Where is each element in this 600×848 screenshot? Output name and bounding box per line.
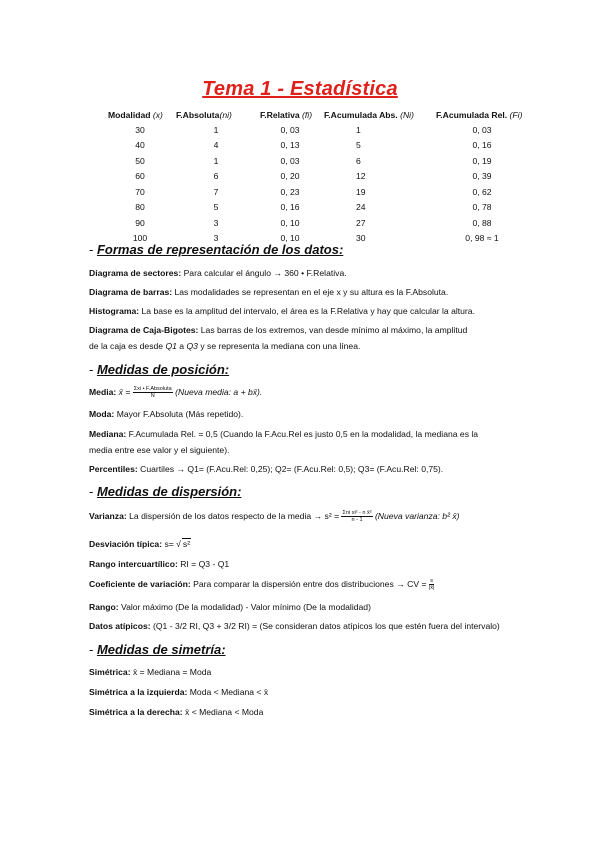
section-posicion-heading: - Medidas de posición: <box>89 362 230 377</box>
cell-f-relativa: 0, 20 <box>280 171 300 182</box>
cell-f-acumulada-rel: 0, 39 <box>472 171 492 182</box>
line-mediana-cont: media entre ese valor y el siguiente). <box>89 445 230 455</box>
cell-f-acumulada-rel: 0, 88 <box>472 217 492 228</box>
line-simetrica-izquierda: Simétrica a la izquierda: Moda < Mediana < x̄ <box>89 687 269 697</box>
line-percentiles: Percentiles: Cuartiles → Q1= (F.Acu.Rel: 0,25); Q2= (F.Acu.Rel: 0,5); Q3= (F.Acu.Rel: 0,75). <box>89 464 444 474</box>
line-histograma: Histograma: La base es la amplitud del intervalo, el área es la F.Relativa y hay que calcular la altura. <box>89 306 475 316</box>
sqrt-symbol: √ <box>176 539 181 549</box>
cell-f-relativa: 0, 03 <box>280 155 300 166</box>
line-moda: Moda: Mayor F.Absoluta (Más repetido). <box>89 409 244 419</box>
cell-modalidad: 30 <box>135 124 145 135</box>
header-f-relativa: F.Relativa (fi) <box>260 110 313 120</box>
line-coeficiente-variacion: Coeficiente de variación: Para comparar la dispersión entre dos distribuciones → CV = $\frac{s}{|x̄|}$ <box>89 578 435 591</box>
line-varianza: Varianza: La dispersión de los datos respecto de la media → s² = $\frac{\text{Σni xi² - n x̄²}}{n - 1}$ (Nueva varianza: b² x̄) <box>89 510 460 523</box>
cell-f-acumulada-abs: 24 <box>356 202 366 213</box>
section-simetria-heading: - Medidas de simetría: <box>89 642 226 657</box>
cell-f-absoluta: 3 <box>213 233 219 244</box>
cell-modalidad: 90 <box>135 217 145 228</box>
cell-f-acumulada-rel: 0, 62 <box>472 186 492 197</box>
table-row <box>106 169 530 185</box>
table-row <box>106 138 530 154</box>
frequency-table <box>106 108 530 246</box>
cell-f-acumulada-abs: 27 <box>356 217 366 228</box>
line-rango-intercuartilico: Rango intercuartílico: RI = Q3 - Q1 <box>89 559 230 569</box>
line-diagrama-barras: Diagrama de barras: Las modalidades se representan en el eje x y su altura es la F.Absoluta. <box>89 287 449 297</box>
cell-modalidad: 70 <box>135 186 145 197</box>
table-row <box>106 200 530 216</box>
cell-f-relativa: 0, 16 <box>280 202 300 213</box>
cell-f-acumulada-abs: 30 <box>356 233 366 244</box>
cell-f-absoluta: 6 <box>213 171 219 182</box>
cell-f-relativa: 0, 03 <box>280 124 300 135</box>
cell-f-absoluta: 1 <box>213 124 219 135</box>
page-title: Tema 1 - Estadística <box>202 78 398 100</box>
line-datos-atipicos: Datos atípicos: (Q1 - 3/2 RI, Q3 + 3/2 RI) = (Se consideran datos atípicos los que estén fuera del intervalo) <box>89 621 500 631</box>
cell-f-acumulada-abs: 5 <box>356 140 361 151</box>
cell-f-acumulada-rel: 0, 98 ≈ 1 <box>465 233 499 244</box>
line-diagrama-sectores: Diagrama de sectores: Para calcular el ángulo → 360 • F.Relativa. <box>89 268 347 278</box>
header-f-acumulada-rel: F.Acumulada Rel. (Fi) <box>436 110 523 120</box>
line-mediana: Mediana: F.Acumulada Rel. = 0,5 (Cuando la F.Acu.Rel es justo 0,5 en la modalidad, la mediana es la <box>89 429 479 439</box>
section-dispersion-heading: - Medidas de dispersión: <box>89 484 242 499</box>
cell-f-relativa: 0, 10 <box>280 233 300 244</box>
line-rango: Rango: Valor máximo (De la modalidad) - Valor mínimo (De la modalidad) <box>89 602 371 612</box>
cv-fraction: $\frac{s}{|x̄|}$ <box>428 578 435 591</box>
line-caja-bigotes-cont: de la caja es desde Q1 a Q3 y se representa la mediana con una línea. <box>89 341 361 351</box>
line-simetrica: Simétrica: x̄ = Mediana = Moda <box>89 667 212 677</box>
cell-f-absoluta: 1 <box>213 155 219 166</box>
cell-f-absoluta: 5 <box>213 202 219 213</box>
table-body <box>106 122 530 246</box>
media-fraction: $\frac{\text{Σxi • F.Absoluta}}{N}$ <box>133 386 172 399</box>
cell-modalidad: 50 <box>135 155 145 166</box>
cell-modalidad: 40 <box>135 140 145 151</box>
cell-modalidad: 80 <box>135 202 145 213</box>
cell-f-acumulada-abs: 19 <box>356 186 366 197</box>
cell-f-acumulada-abs: 6 <box>356 155 361 166</box>
table-row <box>106 184 530 200</box>
cell-f-absoluta: 4 <box>213 140 219 151</box>
cell-f-acumulada-rel: 0, 16 <box>472 140 492 151</box>
cell-f-acumulada-abs: 1 <box>356 124 361 135</box>
cell-f-acumulada-rel: 0, 78 <box>472 202 492 213</box>
header-modalidad: Modalidad (x) <box>108 110 163 120</box>
line-caja-bigotes: Diagrama de Caja-Bigotes: Las barras de los extremos, van desde mínimo al máximo, la amplitud <box>89 325 468 335</box>
varianza-fraction: $\frac{\text{Σni xi² - n x̄²}}{n - 1}$ <box>342 510 372 523</box>
cell-f-acumulada-rel: 0, 19 <box>472 155 492 166</box>
line-media: Media: x̄ = $\frac{\text{Σxi • F.Absoluta}}{N}$ (Nueva media: a + bx̄). <box>89 386 263 399</box>
cell-f-relativa: 0, 10 <box>280 217 300 228</box>
cell-f-acumulada-abs: 12 <box>356 171 366 182</box>
table-row <box>106 153 530 169</box>
cell-f-acumulada-rel: 0, 03 <box>472 124 492 135</box>
cell-f-absoluta: 7 <box>213 186 219 197</box>
line-simetrica-derecha: Simétrica a la derecha: x̄ < Mediana < Moda <box>89 707 264 717</box>
line-desviacion: Desviación típica: s= √ s² <box>89 539 191 549</box>
table-row <box>106 122 530 138</box>
header-f-acumulada-abs: F.Acumulada Abs. (Ni) <box>324 110 414 120</box>
section-representacion-heading: - Formas de representación de los datos: <box>89 242 344 257</box>
header-f-absoluta: F.Absoluta(ni) <box>176 110 232 120</box>
cell-f-absoluta: 3 <box>213 217 219 228</box>
cell-f-relativa: 0, 13 <box>280 140 300 151</box>
cell-modalidad: 100 <box>132 233 148 244</box>
table-header-row <box>106 108 530 122</box>
table-row <box>106 215 530 231</box>
cell-f-relativa: 0, 23 <box>280 186 300 197</box>
cell-modalidad: 60 <box>135 171 145 182</box>
